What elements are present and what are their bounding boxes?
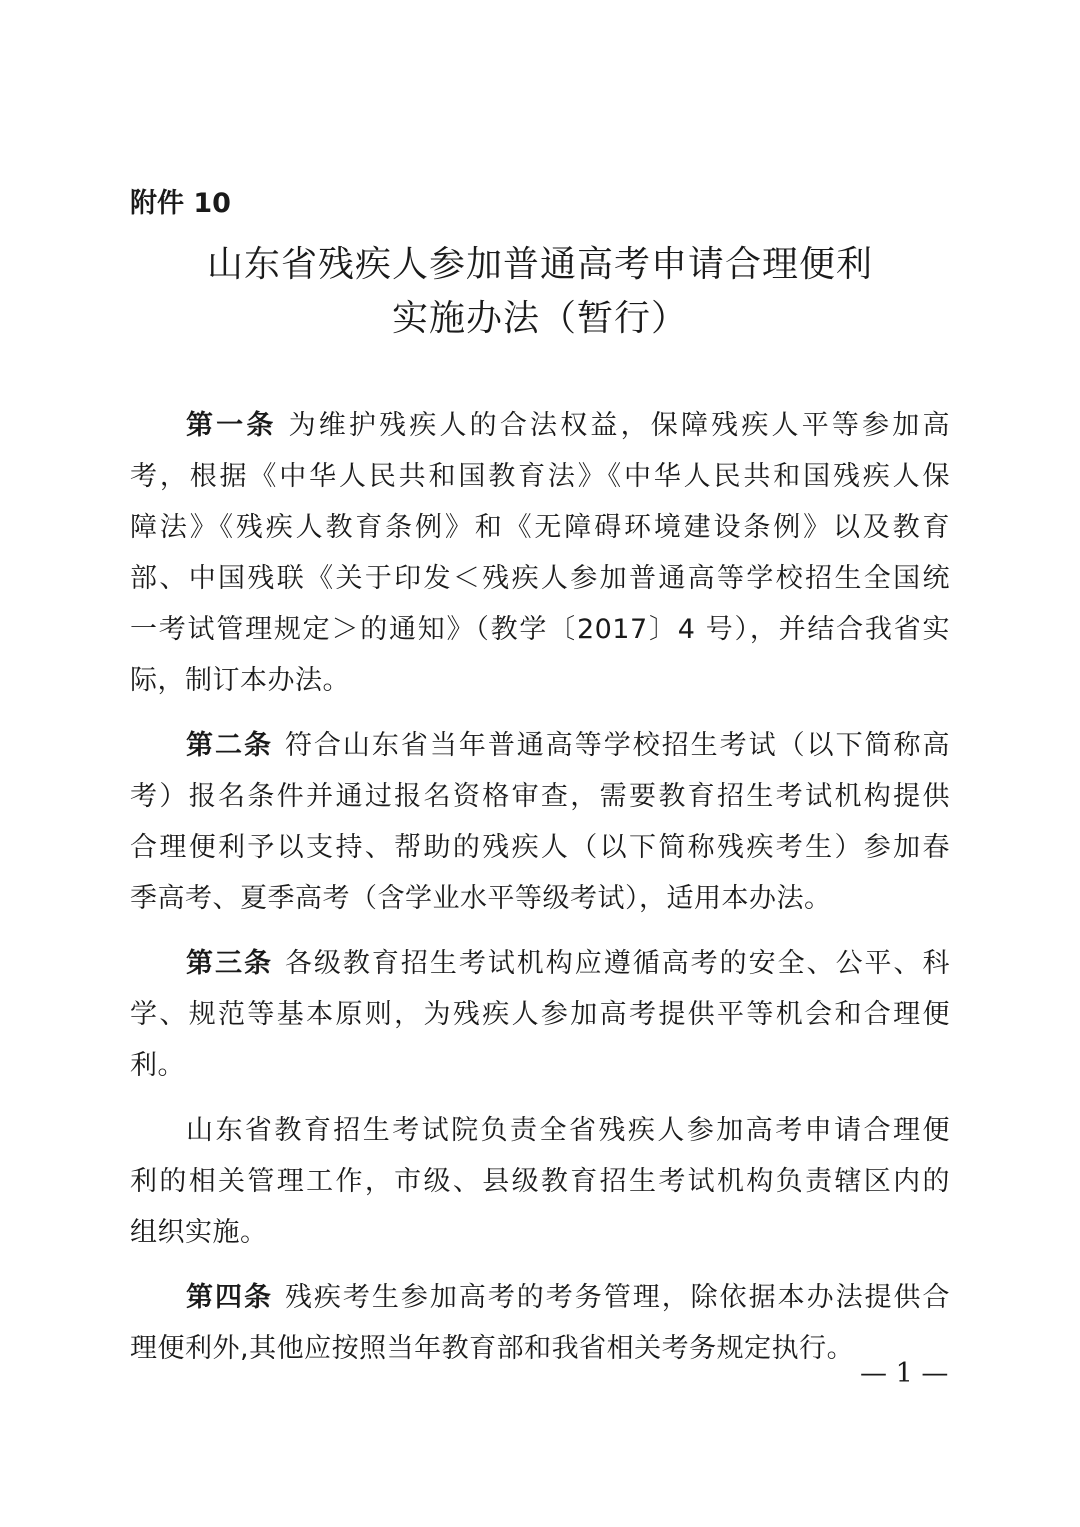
article-4 xyxy=(130,1272,950,1374)
article-text: 残疾考生参加高考的考务管理，除依据本办法提供合 xyxy=(284,1282,951,1313)
article-2 xyxy=(130,720,950,924)
text-line: 季高考、夏季高考（含学业水平等级考试），适用本办法。 xyxy=(130,883,832,914)
document-title-line-2: 实施办法（暂行） xyxy=(391,298,688,339)
article-text: 符合山东省当年普通高等学校招生考试（以下简称高 xyxy=(284,730,951,761)
text-line: 考，根据《中华人民共和国教育法》《中华人民共和国残疾人保 xyxy=(130,461,950,492)
text-line: 障法》《残疾人教育条例》和《无障碍环境建设条例》以及教育 xyxy=(130,512,950,543)
text-line: 际，制订本办法。 xyxy=(130,665,350,696)
text-line: 合理便利予以支持、帮助的残疾人（以下简称残疾考生）参加春 xyxy=(130,832,950,863)
article-text: 为维护残疾人的合法权益，保障残疾人平等参加高 xyxy=(288,410,950,441)
article-heading: 第三条 xyxy=(186,948,273,979)
article-3-paragraph-2 xyxy=(130,1105,950,1258)
text-line xyxy=(130,938,950,989)
text-line xyxy=(130,1272,950,1323)
text-line: 山东省教育招生考试院负责全省残疾人参加高考申请合理便 xyxy=(186,1115,950,1146)
article-heading: 第四条 xyxy=(186,1282,273,1313)
attachment-label: 附件 10 xyxy=(130,188,231,219)
article-heading: 第二条 xyxy=(186,730,273,761)
article-heading: 第一条 xyxy=(186,410,277,441)
text-line: 一考试管理规定＞的通知》（教学〔2017〕4 号），并结合我省实 xyxy=(130,614,950,645)
article-3 xyxy=(130,938,950,1091)
text-line: 利。 xyxy=(130,1050,185,1081)
document-body xyxy=(130,400,950,1374)
article-1 xyxy=(130,400,950,706)
text-line: 组织实施。 xyxy=(130,1217,268,1248)
page-number: — 1 — xyxy=(860,1358,949,1389)
text-line: 部、中国残联《关于印发＜残疾人参加普通高等学校招生全国统 xyxy=(130,563,950,594)
text-line xyxy=(130,720,950,771)
text-line: 理便利外,其他应按照当年教育部和我省相关考务规定执行。 xyxy=(130,1333,855,1364)
text-line: 利的相关管理工作，市级、县级教育招生考试机构负责辖区内的 xyxy=(130,1166,950,1197)
text-line: 学、规范等基本原则，为残疾人参加高考提供平等机会和合理便 xyxy=(130,999,950,1030)
article-text: 各级教育招生考试机构应遵循高考的安全、公平、科 xyxy=(284,948,951,979)
text-line: 考）报名条件并通过报名资格审查，需要教育招生考试机构提供 xyxy=(130,781,950,812)
document-title-line-1: 山东省残疾人参加普通高考申请合理便利 xyxy=(206,244,873,285)
text-line xyxy=(130,400,950,451)
